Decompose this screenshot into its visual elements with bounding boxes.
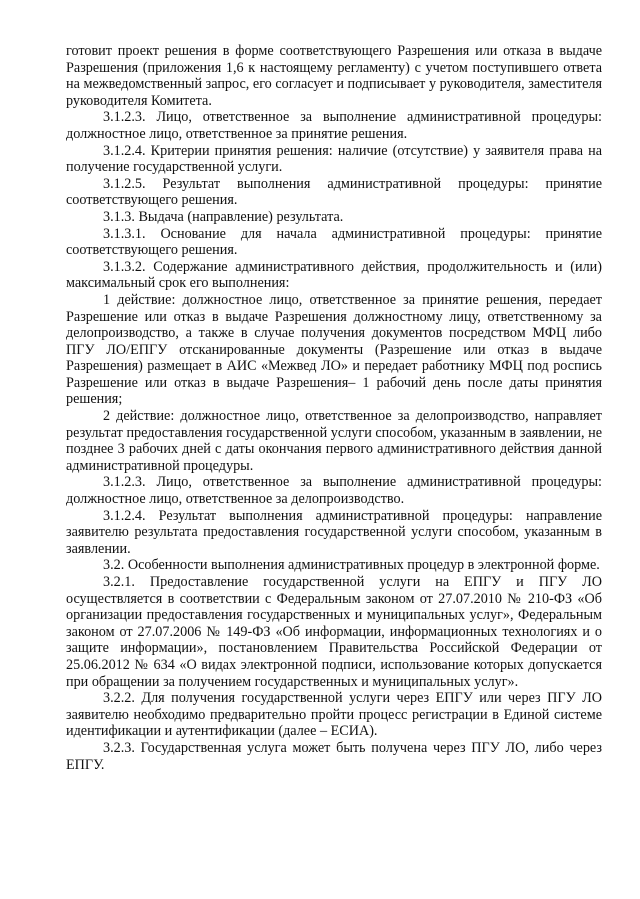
paragraph: 3.2.1. Предоставление государственной услуги на ЕПГУ и ПГУ ЛО осуществляется в соответствии с Федеральным законом от 27.07.2010 № 210-ФЗ «Об организации предоставления государственных и муниципальных услуг», Федеральным законом от 27.07.2006 № 149-ФЗ «Об информации, информационных технологиях и о защите информации», постановлением Правительства Российской Федерации от 25.06.2012 № 634 «О видах электронной подписи, использование которых допускается при обращении за получением государственных и муниципальных услуг». <box>66 574 602 690</box>
paragraph: 2 действие: должностное лицо, ответственное за делопроизводство, направляет результат предоставления государственной услуги способом, указанным в заявлении, не позднее 3 рабочих дней с даты окончания первого административного действия данной административной процедуры. <box>66 408 602 474</box>
paragraph: 3.2.3. Государственная услуга может быть получена через ПГУ ЛО, либо через ЕПГУ. <box>66 739 602 773</box>
paragraph: 3.1.2.5. Результат выполнения административной процедуры: принятие соответствующего решения. <box>66 175 602 209</box>
paragraph: 3.1.2.3. Лицо, ответственное за выполнение административной процедуры: должностное лицо, ответственное за принятие решения. <box>66 109 602 142</box>
paragraph: 3.2.2. Для получения государственной услуги через ЕПГУ или через ПГУ ЛО заявителю необходимо предварительно пройти процесс регистрации в Единой системе идентификации и аутентификации (далее – ЕСИА). <box>66 690 602 740</box>
paragraph: 3.1.3.1. Основание для начала административной процедуры: принятие соответствующего решения. <box>66 225 602 259</box>
paragraph: 1 действие: должностное лицо, ответственное за принятие решения, передает Разрешение или отказ в выдаче Разрешения должностному лицу, ответственному за делопроизводство, а также в случае получения документов посредством МФЦ либо ПГУ ЛО/ЕПГУ отсканированные документы (Разрешение или отказ в выдаче Разрешения) размещает в АИС «Межвед ЛО» и передает работнику МФЦ под роспись Разрешение или отказ в выдаче Разрешения– 1 рабочий день после даты принятия решения; <box>66 291 602 408</box>
paragraph: 3.1.2.3. Лицо, ответственное за выполнение административной процедуры: должностное лицо, ответственное за делопроизводство. <box>66 474 602 508</box>
paragraph: 3.1.3.2. Содержание административного действия, продолжительность и (или) максимальный срок его выполнения: <box>66 258 602 292</box>
paragraph: 3.2. Особенности выполнения административных процедур в электронной форме. <box>103 557 600 574</box>
paragraph: 3.1.3. Выдача (направление) результата. <box>103 208 344 225</box>
paragraph: готовит проект решения в форме соответствующего Разрешения или отказа в выдаче Разрешения (приложения 1,6 к настоящему регламенту) с учетом поступившего ответа на межведомственный запрос, его согласует и подписывает у руководителя, заместителя руководителя Комитета. <box>66 43 602 109</box>
paragraph: 3.1.2.4. Результат выполнения административной процедуры: направление заявителю результата предоставления государственной услуги способом, указанным в заявлении. <box>66 507 602 557</box>
paragraph: 3.1.2.4. Критерии принятия решения: наличие (отсутствие) у заявителя права на получение государственной услуги. <box>66 142 602 176</box>
